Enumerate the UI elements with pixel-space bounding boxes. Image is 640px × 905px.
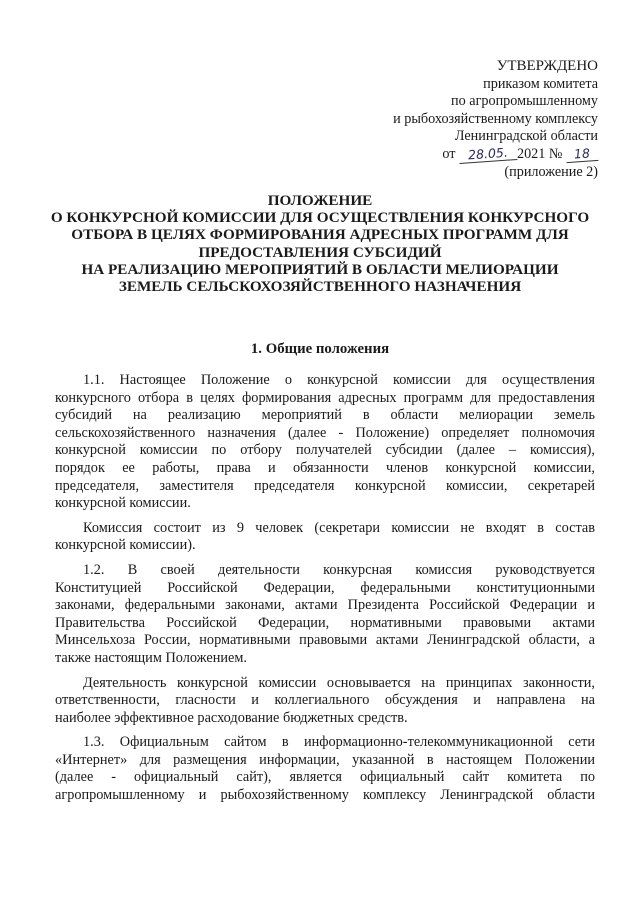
text-line: 1.2. В своей деятельности конкурсная комиссия руководствуется (83, 561, 595, 578)
approval-appendix: (приложение 2) (504, 163, 598, 180)
text-line: законами, федеральными законами, актами Президента Российской Федерации и (55, 597, 595, 614)
text-line: Деятельность конкурсной комиссии основывается на принципах законности, (83, 674, 595, 691)
approval-line: по агропромышленному (451, 93, 598, 110)
approval-line: Ленинградской области (454, 128, 598, 145)
paragraph-1-2 (55, 562, 595, 668)
handwritten-number: 18 (566, 146, 599, 163)
text-line: субсидий на реализацию мероприятий в области мелиорации земель (55, 407, 595, 424)
text-line: 1.1. Настоящее Положение о конкурсной комиссии для осуществления (83, 372, 595, 388)
text-line: (далее - официальный сайт), является официальный сайт комитета по (55, 769, 595, 786)
text-line: Конституцией Российской Федерации, федеральными конституционными (55, 579, 595, 596)
text-line: ответственности, гласности и коллегиального обсуждения и направлена на (55, 692, 595, 709)
text-line: также настоящим Положением. (55, 649, 247, 666)
paragraph-1-3 (55, 734, 595, 804)
title-line: ПРЕДОСТАВЛЕНИЯ СУБСИДИЙ (198, 243, 442, 261)
approval-block (298, 58, 598, 181)
date-prefix: от (442, 145, 456, 162)
date-year: 2021 (516, 145, 546, 162)
section-heading: 1. Общие положения (250, 341, 390, 357)
text-line: председателя, заместителя председателя конкурсной комиссии, секретарей (55, 477, 595, 494)
title-line: ЗЕМЕЛЬ СЕЛЬСКОХОЗЯЙСТВЕННОГО НАЗНАЧЕНИЯ (118, 278, 522, 296)
text-line: конкурсной комиссии по отбору получателей субсидии (далее – комиссия), (55, 442, 595, 459)
title-line: О КОНКУРСНОЙ КОМИССИИ ДЛЯ ОСУЩЕСТВЛЕНИЯ КОНКУРСНОГО (50, 209, 590, 227)
approval-date-line (298, 146, 598, 164)
paragraph-commission (55, 520, 595, 555)
paragraph-activity (55, 675, 595, 728)
text-line: конкурсной комиссии). (55, 537, 196, 554)
text-line: наиболее эффективное расходование бюджетных средств. (55, 709, 408, 726)
body-text (55, 372, 595, 812)
text-line: конкурсного отбора в целях формирования адресных программ для предоставления (55, 389, 595, 406)
text-line: сельскохозяйственного назначения (далее - Положение) определяет полномочия (55, 424, 595, 441)
number-label: № (548, 145, 563, 162)
text-line: порядок ее работы, права и обязанности членов конкурсной комиссии, (55, 459, 595, 476)
paragraph-1-1 (55, 372, 595, 513)
text-line: Правительства Российской Федерации, нормативными правовыми актами (55, 614, 595, 631)
title-line: НА РЕАЛИЗАЦИЮ МЕРОПРИЯТИЙ В ОБЛАСТИ МЕЛИОРАЦИИ (81, 260, 559, 278)
text-line: Комиссия состоит из 9 человек (секретари комиссии не входят в состав (83, 519, 595, 536)
text-line: конкурсной комиссии. (55, 495, 191, 512)
handwritten-date: 28.05. (459, 145, 518, 164)
text-line: 1.3. Официальным сайтом в информационно-телекоммуникационной сети (83, 734, 595, 751)
title-line: ОТБОРА В ЦЕЛЯХ ФОРМИРОВАНИЯ АДРЕСНЫХ ПРОГРАММ ДЛЯ (71, 226, 569, 244)
title-line: ПОЛОЖЕНИЕ (267, 192, 373, 209)
document-title (40, 192, 600, 295)
text-line: агропромышленному и рыбохозяйственному комплексу Ленинградской области (55, 787, 595, 804)
approval-line: и рыбохозяйственному комплексу (393, 110, 598, 127)
approval-line: приказом комитета (483, 75, 598, 92)
text-line: «Интернет» для размещения информации, указанной в настоящем Положении (55, 751, 595, 768)
approval-heading: УТВЕРЖДЕНО (496, 58, 598, 74)
text-line: Минсельхоза России, нормативными правовыми актами Ленинградской области, а (55, 632, 595, 649)
